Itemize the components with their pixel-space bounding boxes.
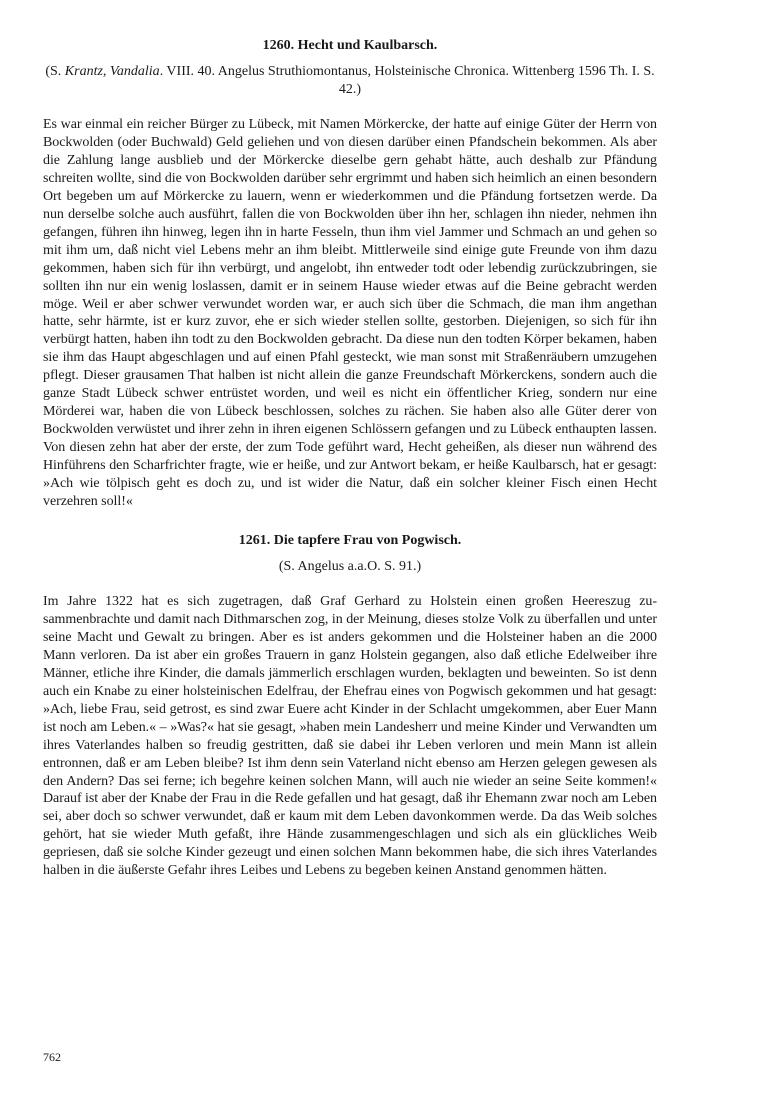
section-title: 1260. Hecht und Kaulbarsch. <box>262 38 438 53</box>
source-italic: Krantz, Vandalia <box>64 64 160 79</box>
source-rest: . VIII. 40. Angelus Struthiomontanus, Holsteinische Chronica. Wittenberg 1596 Th. I. S. 42.) <box>159 64 655 97</box>
section-source <box>43 63 657 99</box>
section-title: 1261. Die tapfere Frau von Pogwisch. <box>238 532 462 548</box>
page-number: 762 <box>43 1050 61 1064</box>
page-content <box>43 36 657 880</box>
section-body: Im Jahre 1322 hat es sich zugetragen, daß Graf Gerhard zu Holstein einen großen Heereszug zusammenbrachte und damit nach Dithmarschen zog, in der Meinung, dieses stolze Volk zu überfallen und unter seine Macht und Gewalt zu bringen. Aber es ist anders gekommen und die Holsteiner haben an die 2000 Mann verloren. Da ist aber ein großes Trauern in ganz Holstein gegangen, also daß etliche Edelweiber ihre Männer, etliche ihre Kinder, die damals jämmerlich erschlagen wurden, beklagten und beweinten. So ist denn auch ein Knabe zu einer holsteinischen Edelfrau, der Ehefrau eines von Pogwisch gekommen und hat gesagt: »Ach, liebe Frau, seid getrost, es sind zwar Euere acht Kinder in der Schlacht umgekommen, aber Euer Mann ist noch am Leben.« – »Was?« hat sie gesagt, »haben mein Landesherr und meine Kinder und Verwandten um ihres Vaterlandes halben so freudig gestritten, daß sie dabei ihr Leben verloren und mein Mann ist allein entronnen, daß er am Leben bleibe? Ist ihm denn sein Vaterland nicht ebenso am Herzen gelegen gewesen als den Andern? Das sei ferne; ich begehre keinen solchen Mann, will auch nie wieder an seine Seite kommen!« Darauf ist aber der Knabe der Frau in die Rede gefallen und hat gesagt, daß ihr Ehemann zwar noch am Leben sei, aber doch so schwer verwundet, daß er kaum mit dem Leben davonkommen werde. Da das Weib solches gehört, hat sie wieder Muth gefaßt, ihre Hände zusammengeschlagen und sich als ein glückliches Weib gepriesen, daß sie solche Kinder gezeugt und einen solchen Mann bekommen habe, die sich ihres Vaterlandes halben in die äußerste Gefahr ihres Leibes und Lebens zu begeben keinen Anstand genommen hätten. <box>43 593 657 879</box>
section-1261 <box>43 531 657 880</box>
source-prefix: (S. <box>45 64 65 79</box>
section-body: Es war einmal ein reicher Bürger zu Lübeck, mit Namen Mörkercke, der hatte auf einige Güter der Herrn von Bockwolden (oder Buchwald) Geld geliehen und von diesen darüber einen Pfandschein bekommen. Als aber die Zahlung lange ausblieb und der Mörkercke dieselbe gern gehabt hätte, auch deshalb zur Pfändung schreiten wollte, sind die von Bockwolden darüber sehr ergrimmt und haben sich heimlich an einen besondern Ort begeben um auf Mörkercke zu lauern, wenn er wiederkommen und die Pfändung fortsetzen werde. Da nun derselbe solche auch ausführt, fallen die von Bockwolden über ihn her, schlagen ihn nieder, nehmen ihn gefangen, führen ihn hinweg, legen ihn in harte Fesseln, thun ihm viel Jammer und Schmach an und gehen so mit ihm um, daß nicht viel Lebens mehr an ihm bleibt. Mittlerweile sind einige gute Freunde von ihm dazu gekommen, haben sich für ihn verbürgt, und angelobt, ihn entweder todt oder lebendig zurückzubringen, sie sollten ihn nur ein wenig loslassen, damit er in seinem Hause wieder etwas auf die Beine gebracht werden möge. Weil er aber schwer verwundet worden war, er auch sich über die Schmach, die man ihm angethan hatte, sehr härmte, ist er kurz zuvor, ehe er sich wieder stellen sollte, gestorben. Diejenigen, so sich für ihn verbürgt hatten, haben ihn todt zu den Bockwolden gebracht. Da diese nun den todten Körper bekamen, haben sie ihm das Haupt abgeschlagen und auf einen Pfahl gesteckt, wie man sonst mit Straßenräubern umzugehen pflegt. Dieser grausamen That halben ist nicht allein die ganze Freundschaft Mörkerckens, sondern auch die ganze Stadt Lübeck schwer entrüstet worden, und weil es nicht ein öffentlicher Krieg, sondern nur eine Mörderei war, haben die von Lübeck beschlossen, solches zu rächen. Sie haben also alle Güter derer von Bockwolden verwüstet und ihrer zehn in ihren eigenen Schlössern gefangen und zu Lübeck enthaupten lassen. Von diesen zehn hat aber der erste, der zum Tode geführt ward, Hecht geheißen, als dieser nun während des Hinführens den Scharfrichter fragte, wie er heiße, und zur Antwort bekam, er heiße Kaulbarsch, hat er gesagt: »Ach wie tölpisch geht es doch zu, und ist wider die Natur, daß ein solcher kleiner Fisch einen Hecht verzehren soll!« <box>43 117 657 510</box>
section-source: (S. Angelus a.a.O. S. 91.) <box>278 558 422 574</box>
